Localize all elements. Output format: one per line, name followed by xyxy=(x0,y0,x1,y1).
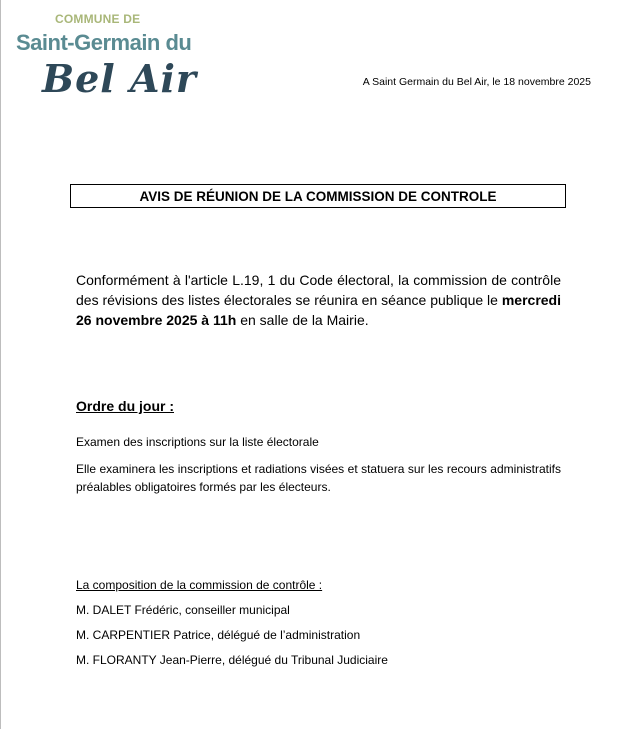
page-left-edge xyxy=(0,0,1,729)
intro-text-1: Conformément à l'article L.19, 1 du Code électoral, la commission de contrôle des révisions des listes électorales se réunira en séance publique le xyxy=(76,272,561,308)
composition-heading: La composition de la commission de contrôle : xyxy=(76,578,323,592)
notice-title xyxy=(70,184,566,208)
intro-text-2: en salle de la Mairie. xyxy=(236,312,369,328)
commune-logo xyxy=(16,12,197,104)
agenda-item: Elle examinera les inscriptions et radiations visées et statuera sur les recours administratifs préalables obligatoires formés par les électeurs. xyxy=(76,462,561,494)
logo-town-text: Saint-Germain du xyxy=(16,30,192,55)
date-line: A Saint Germain du Bel Air, le 18 novembre 2025 xyxy=(362,76,591,88)
meeting-datetime: mercredi 26 novembre 2025 à 11h xyxy=(76,292,561,328)
logo-script-text: Bel Air xyxy=(42,56,197,101)
member-item: M. FLORANTY Jean-Pierre, délégué du Tribunal Judiciaire xyxy=(76,653,388,667)
agenda-item: Examen des inscriptions sur la liste électorale xyxy=(76,435,319,449)
agenda-heading: Ordre du jour : xyxy=(76,398,174,414)
intro-paragraph xyxy=(76,270,561,330)
member-item: M. CARPENTIER Patrice, délégué de l’administration xyxy=(76,628,361,642)
logo-commune-text: COMMUNE DE xyxy=(55,12,141,26)
member-item: M. DALET Frédéric, conseiller municipal xyxy=(76,603,290,617)
notice-title-text: AVIS DE RÉUNION DE LA COMMISSION DE CONTROLE xyxy=(139,188,497,204)
